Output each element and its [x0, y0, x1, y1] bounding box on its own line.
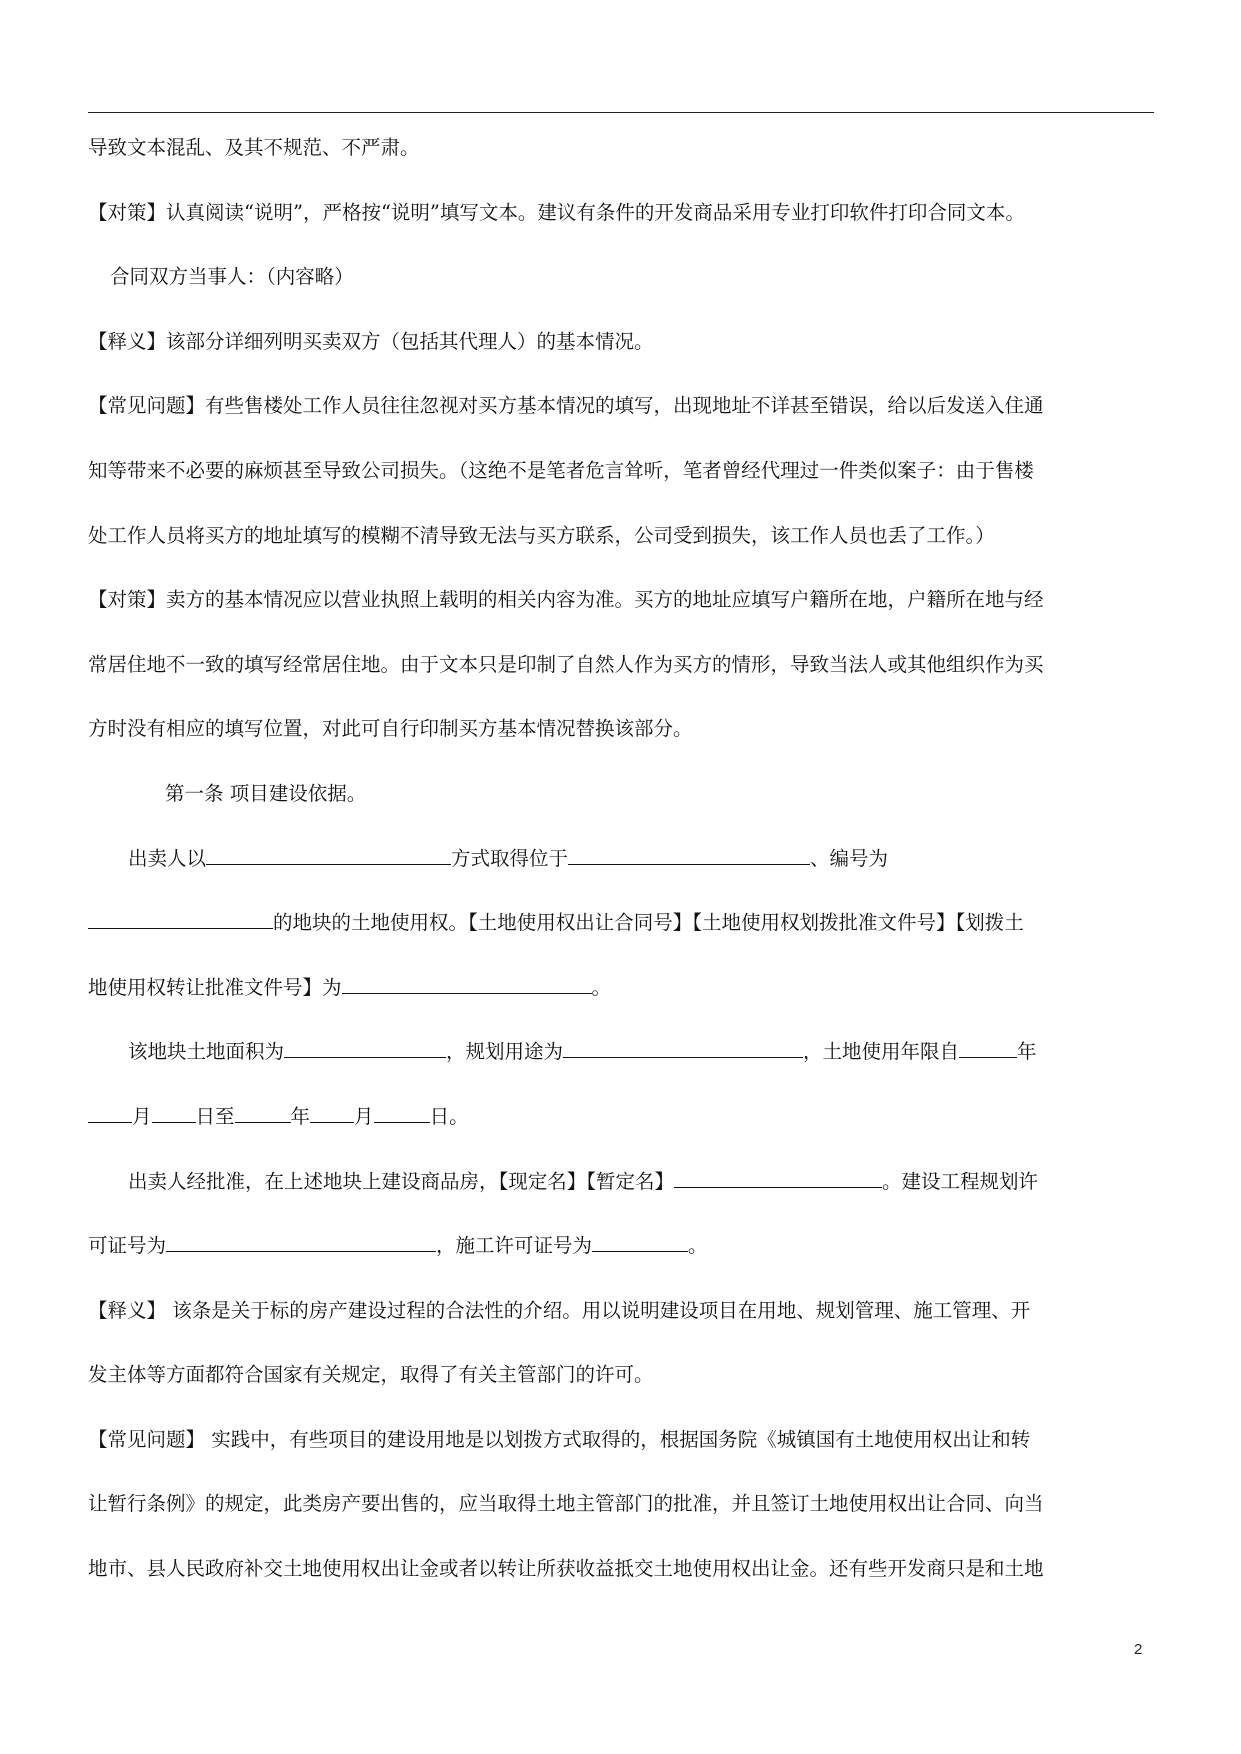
paragraph-line: 【常见问题】有些售楼处工作人员往往忽视对买方基本情况的填写，出现地址不详甚至错误，给以后发送入住通 — [88, 394, 1044, 418]
form-line — [88, 1093, 1154, 1158]
form-line — [88, 835, 1154, 900]
form-text: 出卖人经批准，在上述地块上建设商品房，【现定名】【暂定名】 — [128, 1169, 675, 1193]
article-heading: 第一条 项目建设依据。 — [165, 781, 367, 805]
form-text: 的地块的土地使用权。【土地使用权出让合同号】【土地使用权划拨批准文件号】【划拨土 — [273, 911, 1024, 935]
paragraph-line: 常居住地不一致的填写经常居住地。由于文本只是印制了自然人作为买方的情形，导致当法人或其他组织作为买 — [88, 652, 1044, 676]
paragraph-line: 地市、县人民政府补交土地使用权出让金或者以转让所获收益抵交土地使用权出让金。还有些开发商只是和土地 — [88, 1557, 1044, 1581]
fill-blank[interactable] — [563, 1035, 803, 1058]
form-text: 可证号为 — [88, 1234, 167, 1258]
form-text: 月 — [354, 1104, 374, 1128]
paragraph-line: 处工作人员将买方的地址填写的模糊不清导致无法与买方联系，公司受到损失，该工作人员也丢了工作。） — [88, 523, 995, 547]
paragraph-line: 【释义】 该条是关于标的房产建设过程的合法性的介绍。用以说明建设项目在用地、规划管理、施工管理、开 — [88, 1298, 1031, 1322]
form-line — [88, 964, 1154, 1029]
page-number: 2 — [1134, 1641, 1143, 1658]
paragraph-line: 知等带来不必要的麻烦甚至导致公司损失。（这绝不是笔者危言耸听，笔者曾经代理过一件类似案子：由于售楼 — [88, 458, 1034, 482]
form-text: ，土地使用年限自 — [803, 1040, 960, 1064]
form-text: ，施工许可证号为 — [436, 1234, 593, 1258]
fill-blank[interactable] — [342, 971, 592, 994]
paragraph-line: 【对策】卖方的基本情况应以营业执照上载明的相关内容为准。买方的地址应填写户籍所在地，户籍所在地与经 — [88, 588, 1044, 612]
form-text: 日。 — [429, 1104, 469, 1128]
form-text: ，规划用途为 — [446, 1040, 564, 1064]
fill-blank[interactable] — [568, 842, 810, 865]
form-text: 月 — [132, 1104, 152, 1128]
fill-blank[interactable] — [284, 1035, 446, 1058]
paragraph-line: 合同双方当事人：（内容略） — [110, 265, 354, 289]
form-text: 、编号为 — [810, 846, 889, 870]
form-text: 年 — [1017, 1040, 1037, 1064]
form-text: 方式取得位于 — [451, 846, 569, 870]
form-text: 该地块土地面积为 — [128, 1040, 285, 1064]
form-text: 。 — [688, 1234, 708, 1258]
fill-blank[interactable] — [152, 1100, 196, 1123]
paragraph-line: 【对策】认真阅读“说明”，严格按“说明”填写文本。建议有条件的开发商品采用专业打印软件打印合同文本。 — [88, 200, 1025, 224]
paragraph-line: 方时没有相应的填写位置，对此可自行印制买方基本情况替换该部分。 — [88, 717, 693, 741]
form-line — [88, 1158, 1154, 1223]
form-line — [88, 899, 1154, 964]
fill-blank[interactable] — [959, 1035, 1017, 1058]
form-text: 年 — [290, 1104, 311, 1128]
header-rule — [88, 112, 1154, 113]
paragraph-line: 让暂行条例》的规定，此类房产要出售的，应当取得土地主管部门的批准，并且签订土地使用权出让合同、向当 — [88, 1492, 1044, 1516]
document-body — [88, 124, 1154, 1610]
fill-blank[interactable] — [592, 1229, 688, 1252]
form-text: 地使用权转让批准文件号】为 — [88, 975, 342, 999]
fill-blank[interactable] — [88, 1100, 132, 1123]
fill-blank[interactable] — [235, 1100, 291, 1123]
fill-blank[interactable] — [310, 1100, 354, 1123]
form-line — [88, 1222, 1154, 1287]
form-text: 出卖人以 — [128, 846, 207, 870]
form-text: 。 — [591, 975, 612, 999]
paragraph-line: 导致文本混乱、及其不规范、不严肃。 — [88, 136, 420, 159]
fill-blank[interactable] — [374, 1100, 430, 1123]
form-text: 。建设工程规划许 — [882, 1169, 1039, 1193]
fill-blank[interactable] — [206, 842, 451, 865]
fill-blank[interactable] — [88, 906, 273, 929]
paragraph-line: 【释义】该部分详细列明买卖双方（包括其代理人）的基本情况。 — [88, 329, 654, 353]
paragraph-line: 【常见问题】 实践中，有些项目的建设用地是以划拨方式取得的，根据国务院《城镇国有土地使用权出让和转 — [88, 1427, 1031, 1451]
form-line — [88, 1028, 1154, 1093]
fill-blank[interactable] — [674, 1165, 882, 1188]
form-text: 日至 — [195, 1104, 235, 1128]
fill-blank[interactable] — [166, 1229, 436, 1252]
paragraph-line: 发主体等方面都符合国家有关规定，取得了有关主管部门的许可。 — [88, 1363, 654, 1387]
